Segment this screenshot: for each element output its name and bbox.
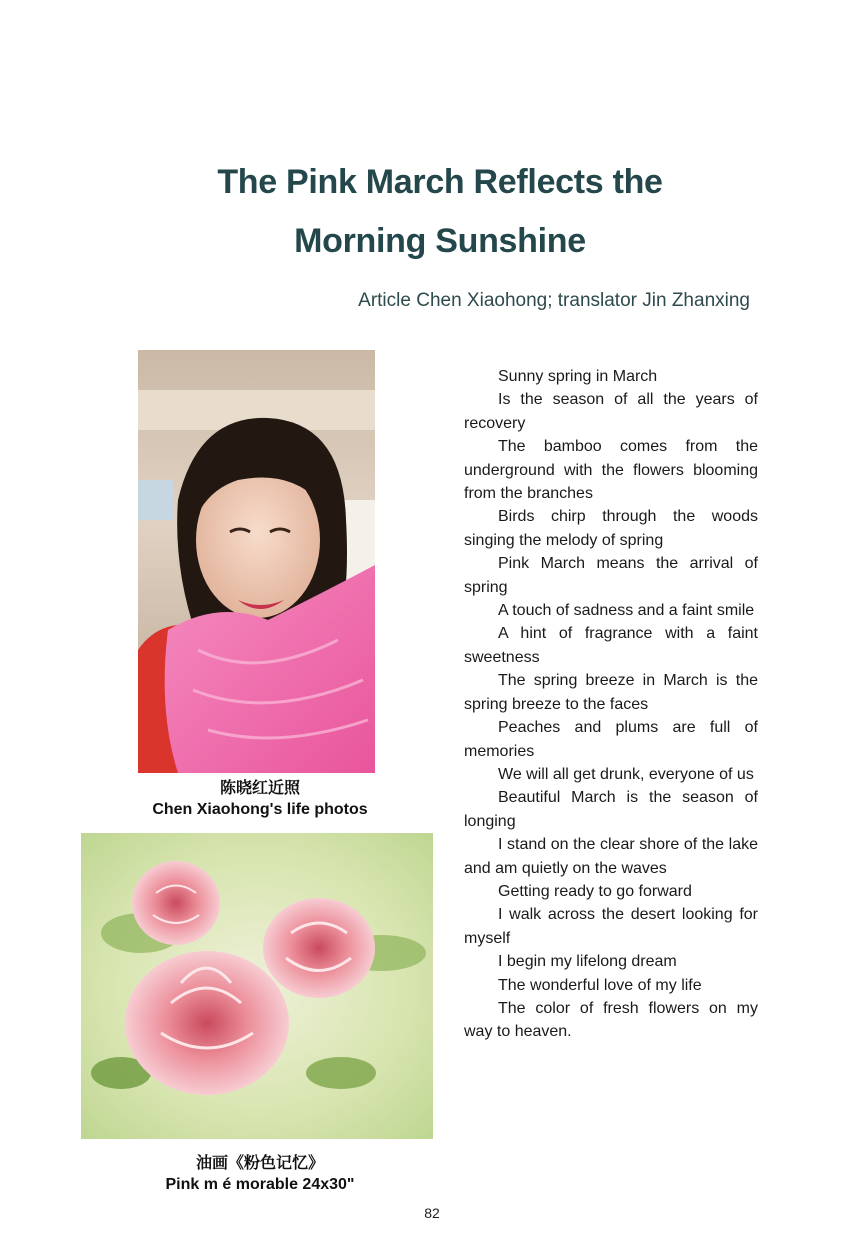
poem-line: A hint of fragrance with a faint sweetness — [464, 625, 758, 666]
poem-line: The color of fresh flowers on my way to heaven. — [464, 999, 758, 1041]
poem-line: The spring breeze in March is the spring breeze to the faces — [464, 672, 758, 713]
poem-line: Pink March means the arrival of spring — [464, 555, 758, 596]
poem-line: Peaches and plums are full of memories — [464, 719, 758, 760]
byline: Article Chen Xiaohong; translator Jin Zhanxing — [358, 290, 750, 311]
photo-caption — [118, 778, 402, 820]
author-photo — [138, 350, 375, 773]
page-number: 82 — [424, 1205, 440, 1221]
poem-body — [464, 365, 758, 1044]
article-title-line-2: Morning Sunshine — [294, 222, 586, 260]
poem-line: Beautiful March is the season of longing — [464, 789, 758, 830]
oil-painting — [81, 833, 433, 1139]
poem-line: Birds chirp through the woods singing the melody of spring — [464, 508, 758, 549]
poem-line: I begin my lifelong dream — [498, 953, 677, 971]
poem-line: I walk across the desert looking for myself — [464, 906, 758, 947]
photo-caption-english: Chen Xiaohong's life photos — [152, 801, 368, 818]
poem-line: We will all get drunk, everyone of us — [498, 765, 754, 783]
painting-caption — [100, 1153, 420, 1195]
poem-line: Sunny spring in March — [498, 368, 658, 385]
poem-line: The wonderful love of my life — [498, 976, 702, 994]
poem-line: Is the season of all the years of recovery — [464, 391, 758, 432]
article-title-line-1: The Pink March Reflects the — [217, 163, 663, 201]
poem-line: I stand on the clear shore of the lake and am quietly on the waves — [464, 836, 758, 877]
painting-caption-english: Pink m é morable 24x30" — [165, 1176, 355, 1193]
photo-caption-chinese: 陈晓红近照 — [219, 780, 300, 797]
poem-line: The bamboo comes from the underground with the flowers blooming from the branches — [464, 438, 758, 503]
poem-line: Getting ready to go forward — [498, 882, 692, 900]
poem-line: A touch of sadness and a faint smile — [498, 602, 755, 620]
painting-caption-chinese: 油画《粉色记忆》 — [195, 1155, 324, 1172]
